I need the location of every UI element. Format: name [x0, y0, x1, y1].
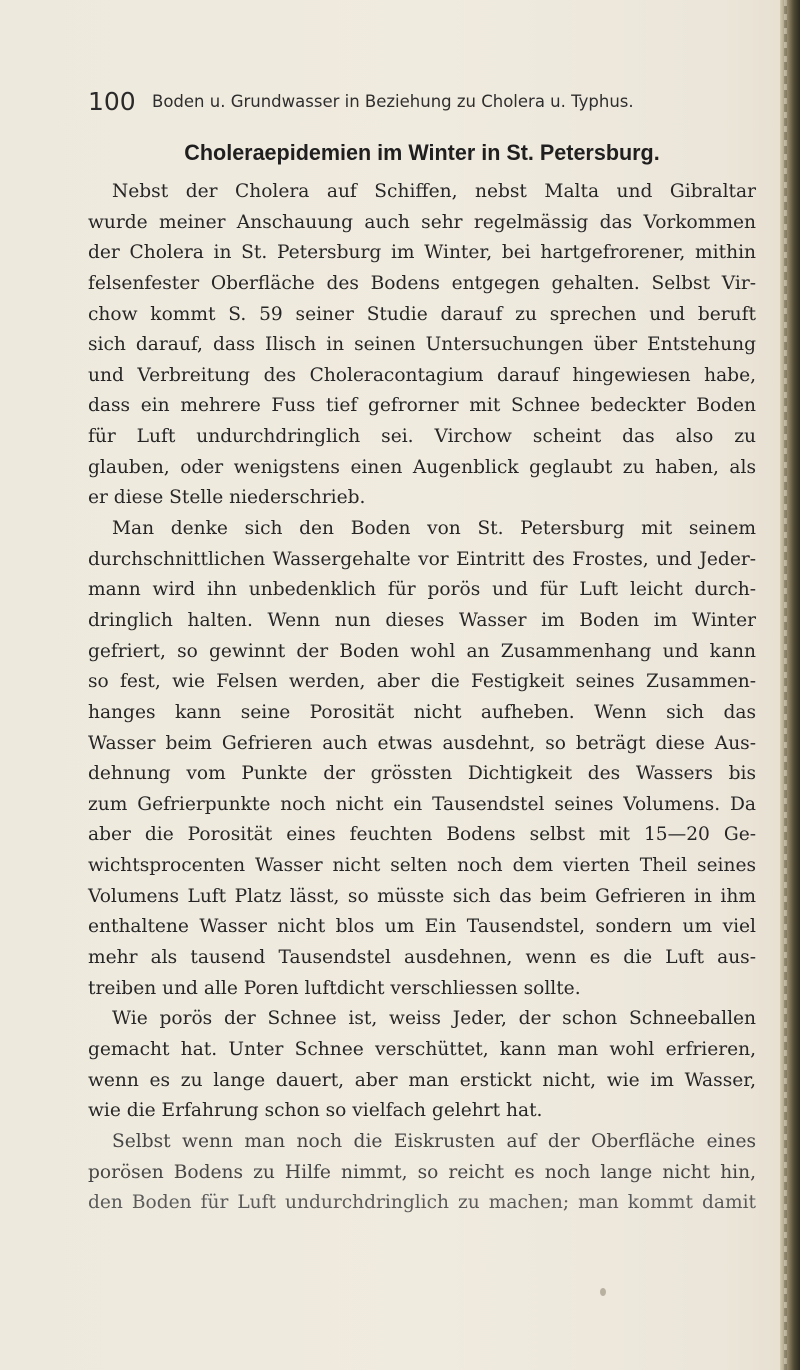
text-line: Selbst wenn man noch die Eiskrusten auf der Oberfläche eines: [112, 1130, 756, 1152]
text-line: der Cholera in St. Petersburg im Winter, bei hartgefrorener, mithin: [88, 242, 756, 264]
text-line: er diese Stelle niederschrieb.: [88, 487, 366, 509]
text-line: mann wird ihn unbedenklich für porös und für Luft leicht durch-: [88, 579, 756, 601]
text-line: sich darauf, dass Ilisch in seinen Untersuchungen über Entstehung: [88, 334, 756, 356]
text-line: gefriert, so gewinnt der Boden wohl an Zusammenhang und kann: [88, 640, 756, 662]
text-line: den Boden für Luft undurchdringlich zu machen; man kommt damit: [88, 1192, 756, 1214]
text-line: chow kommt S. 59 seiner Studie darauf zu sprechen und beruft: [88, 303, 756, 325]
text-line: dringlich halten. Wenn nun dieses Wasser im Boden im Winter: [88, 609, 756, 631]
text-line: für Luft undurchdringlich sei. Virchow scheint das also zu: [88, 426, 756, 448]
text-line: wichtsprocenten Wasser nicht selten noch dem vierten Theil seines: [88, 855, 756, 877]
text-line: dass ein mehrere Fuss tief gefrorner mit Schnee bedeckter Boden: [88, 395, 756, 417]
text-line: zum Gefrierpunkte noch nicht ein Tausendstel seines Volumens. Da: [88, 793, 756, 815]
page-number: 100: [88, 87, 136, 116]
text-line: hanges kann seine Porosität nicht aufheben. Wenn sich das: [88, 701, 756, 723]
text-line: wurde meiner Anschauung auch sehr regelmässig das Vorkommen: [88, 211, 756, 233]
running-header: [88, 86, 756, 118]
text-line: Wasser beim Gefrieren auch etwas ausdehnt, so beträgt diese Aus-: [88, 732, 756, 754]
text-line: Man denke sich den Boden von St. Petersburg mit seinem: [112, 518, 756, 540]
text-line: wenn es zu lange dauert, aber man erstickt nicht, wie im Wasser,: [88, 1069, 756, 1091]
book-spine-edge: [780, 0, 800, 1370]
text-line: glauben, oder wenigstens einen Augenblick geglaubt zu haben, als: [88, 456, 756, 478]
text-line: mehr als tausend Tausendstel ausdehnen, wenn es die Luft aus-: [88, 947, 756, 969]
text-line: durchschnittlichen Wassergehalte vor Eintritt des Frostes, und Jeder-: [88, 548, 756, 570]
text-line: aber die Porosität eines feuchten Bodens selbst mit 15—20 Ge-: [88, 824, 756, 846]
text-line: wie die Erfahrung schon so vielfach gelehrt hat.: [88, 1100, 543, 1122]
section-title: Choleraepidemien im Winter in St. Petersburg.: [184, 140, 660, 165]
text-line: Wie porös der Schnee ist, weiss Jeder, der schon Schneeballen: [112, 1008, 756, 1030]
text-line: treiben und alle Poren luftdicht verschliessen sollte.: [88, 977, 581, 999]
text-line: und Verbreitung des Choleracontagium darauf hingewiesen habe,: [88, 364, 756, 386]
text-line: dehnung vom Punkte der grössten Dichtigkeit des Wassers bis: [88, 763, 756, 785]
text-line: porösen Bodens zu Hilfe nimmt, so reicht es noch lange nicht hin,: [88, 1161, 756, 1183]
text-line: Nebst der Cholera auf Schiffen, nebst Malta und Gibraltar: [112, 181, 756, 202]
text-line: felsenfester Oberfläche des Bodens entgegen gehalten. Selbst Vir-: [88, 272, 756, 294]
text-line: Volumens Luft Platz lässt, so müsste sich das beim Gefrieren in ihm: [88, 885, 756, 907]
text-line: so fest, wie Felsen werden, aber die Festigkeit seines Zusammen-: [88, 671, 756, 693]
running-title: Boden u. Grundwasser in Beziehung zu Cholera u. Typhus.: [152, 92, 634, 111]
paper-speck: [600, 1288, 606, 1296]
body-text: [88, 177, 756, 1219]
text-line: enthaltene Wasser nicht blos um Ein Tausendstel, sondern um viel: [88, 916, 756, 938]
text-line: gemacht hat. Unter Schnee verschüttet, kann man wohl erfrieren,: [88, 1038, 756, 1060]
